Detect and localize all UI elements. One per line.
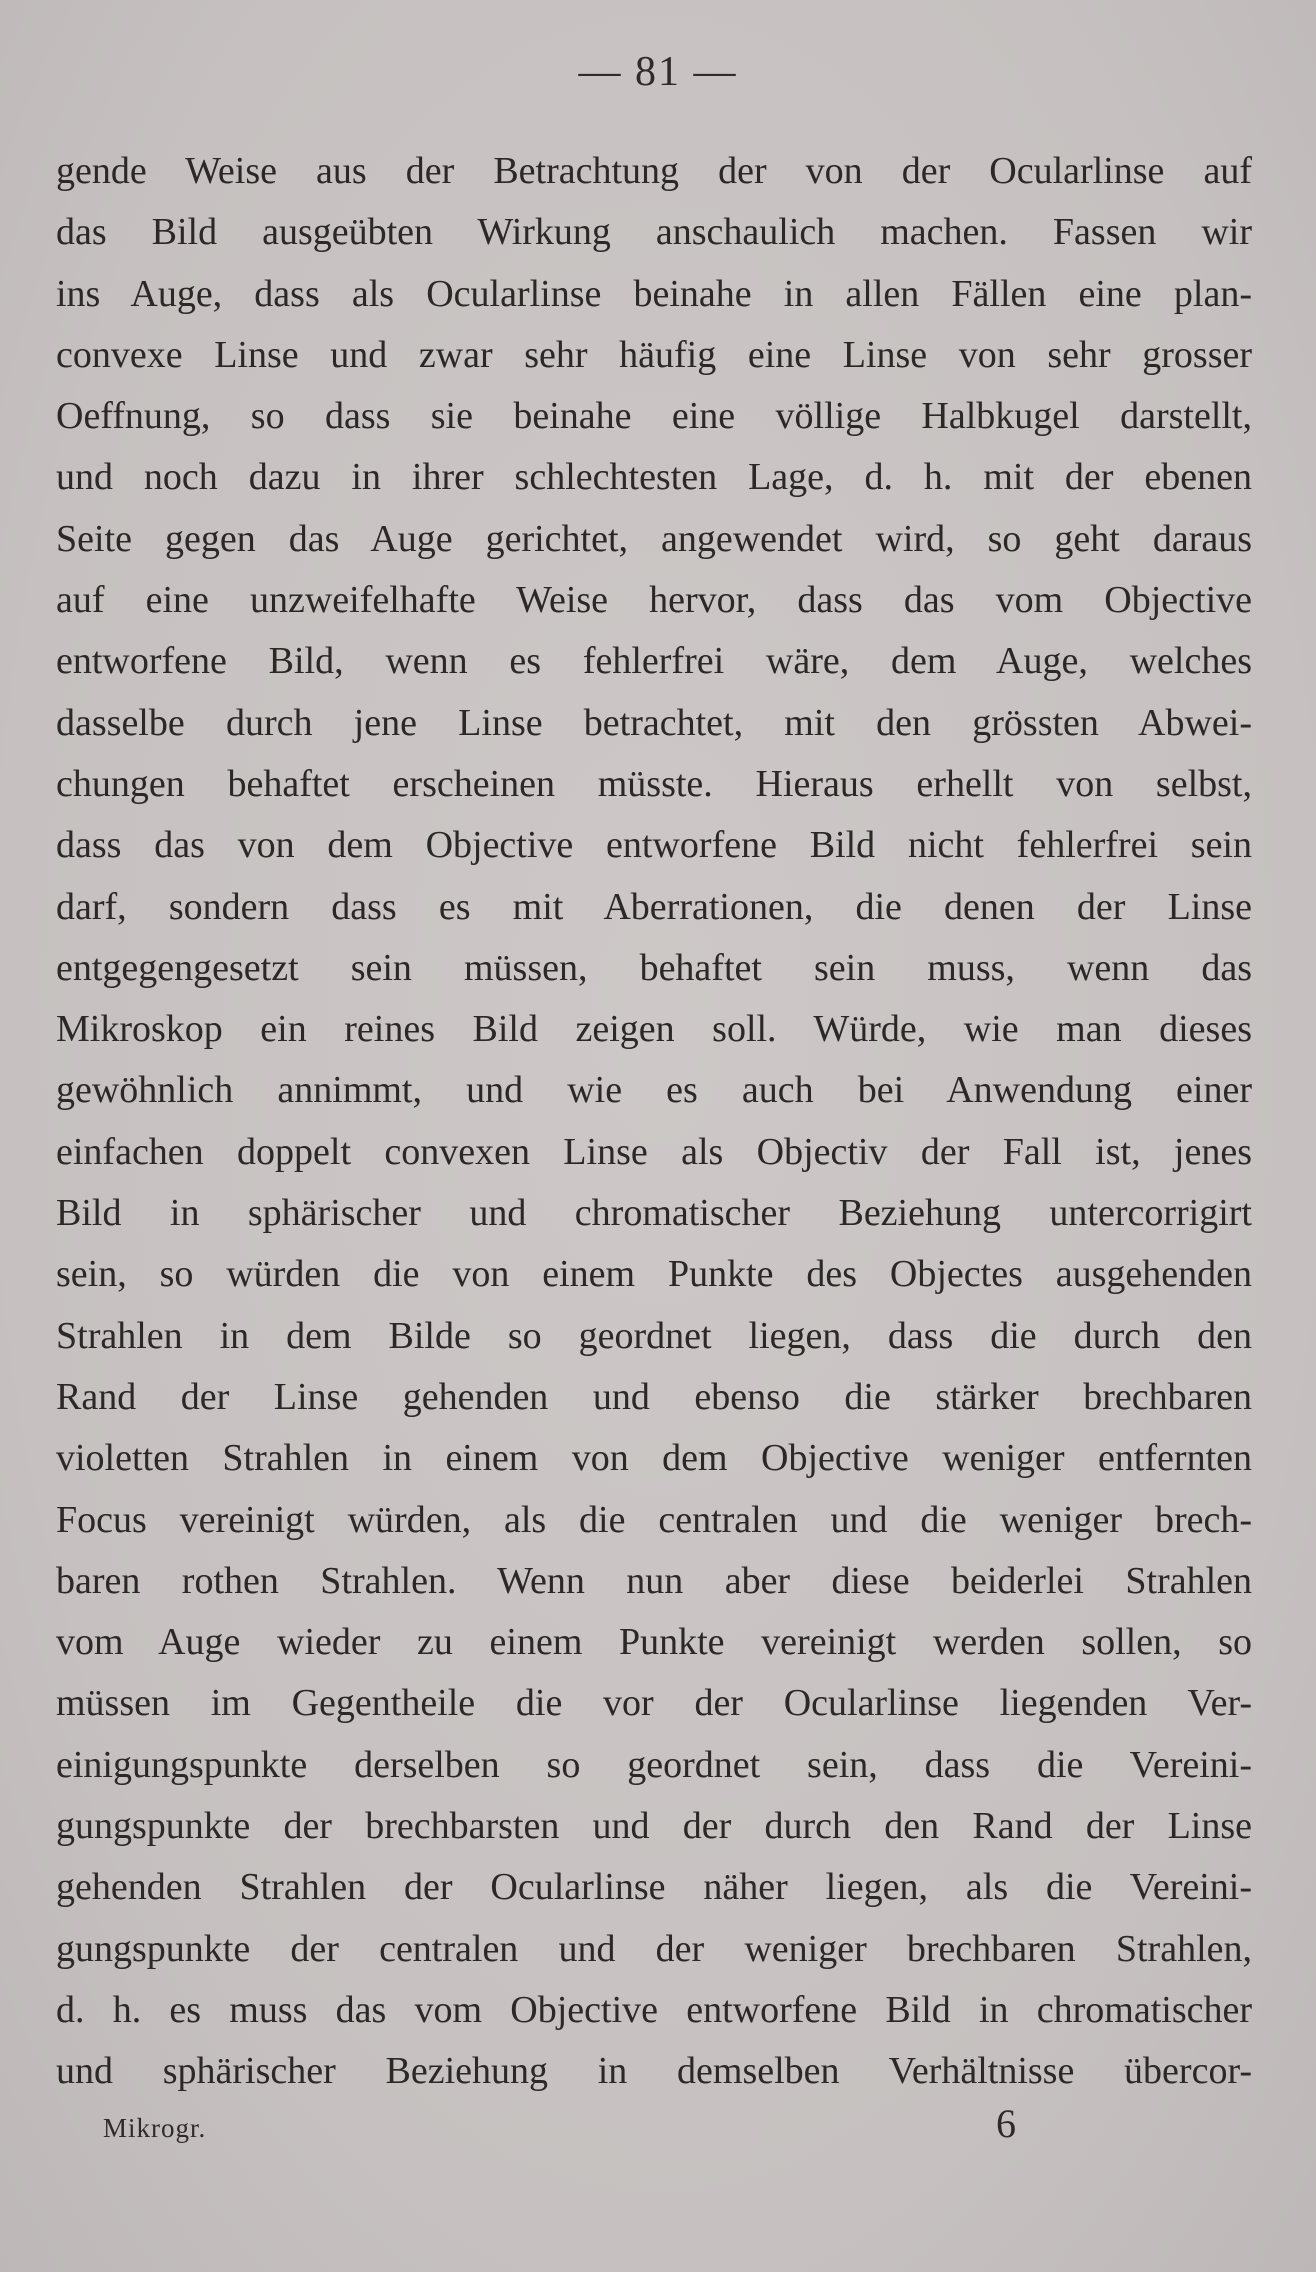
text-line: Focus vereinigt würden, als die centralen und die weniger brech-: [56, 1498, 1252, 1541]
text-line: sein, so würden die von einem Punkte des Objectes ausgehenden: [56, 1253, 1252, 1296]
text-line: baren rothen Strahlen. Wenn nun aber diese beiderlei Strahlen: [56, 1559, 1252, 1602]
text-line: müssen im Gegentheile die vor der Ocularlinse liegenden Ver-: [56, 1682, 1252, 1725]
text-line: ins Auge, dass als Ocularlinse beinahe in allen Fällen eine plan-: [56, 272, 1252, 315]
text-line: gewöhnlich annimmt, und wie es auch bei Anwendung einer: [56, 1069, 1252, 1112]
printer-signature-mark: Mikrogr.: [103, 2113, 207, 2143]
text-line: gehenden Strahlen der Ocularlinse näher liegen, als die Vereini-: [56, 1866, 1252, 1909]
text-line: und sphärischer Beziehung in demselben Verhältnisse übercor-: [56, 2050, 1252, 2093]
text-line: Bild in sphärischer und chromatischer Beziehung untercorrigirt: [56, 1192, 1252, 1235]
text-line: d. h. es muss das vom Objective entworfene Bild in chromatischer: [56, 1988, 1252, 2031]
text-line: das Bild ausgeübten Wirkung anschaulich machen. Fassen wir: [56, 211, 1252, 254]
body-text: [56, 141, 1252, 2103]
text-line: darf, sondern dass es mit Aberrationen, die denen der Linse: [56, 885, 1252, 928]
text-line: Seite gegen das Auge gerichtet, angewendet wird, so geht daraus: [56, 517, 1252, 560]
text-line: dasselbe durch jene Linse betrachtet, mit den grössten Abwei-: [56, 701, 1252, 744]
text-line: auf eine unzweifelhafte Weise hervor, dass das vom Objective: [56, 579, 1252, 622]
text-line: gungspunkte der brechbarsten und der durch den Rand der Linse: [56, 1805, 1252, 1848]
text-line: Oeffnung, so dass sie beinahe eine völlige Halbkugel darstellt,: [56, 395, 1252, 438]
text-line: Rand der Linse gehenden und ebenso die stärker brechbaren: [56, 1375, 1252, 1418]
text-line: chungen behaftet erscheinen müsste. Hieraus erhellt von selbst,: [56, 762, 1252, 805]
text-line: violetten Strahlen in einem von dem Objective weniger entfernten: [56, 1437, 1252, 1480]
page-number-header: — 81 —: [578, 49, 738, 95]
text-line: und noch dazu in ihrer schlechtesten Lage, d. h. mit der ebenen: [56, 456, 1252, 499]
text-line: einigungspunkte derselben so geordnet sein, dass die Vereini-: [56, 1743, 1252, 1786]
text-line: Mikroskop ein reines Bild zeigen soll. Würde, wie man dieses: [56, 1008, 1252, 1051]
text-line: entgegengesetzt sein müssen, behaftet sein muss, wenn das: [56, 946, 1252, 989]
text-line: entworfene Bild, wenn es fehlerfrei wäre, dem Auge, welches: [56, 640, 1252, 683]
text-line: Strahlen in dem Bilde so geordnet liegen, dass die durch den: [56, 1314, 1252, 1357]
text-line: vom Auge wieder zu einem Punkte vereinigt werden sollen, so: [56, 1621, 1252, 1664]
sheet-signature-number: 6: [996, 2101, 1016, 2146]
text-line: convexe Linse und zwar sehr häufig eine Linse von sehr grosser: [56, 333, 1252, 376]
text-line: dass das von dem Objective entworfene Bild nicht fehlerfrei sein: [56, 824, 1252, 867]
text-line: gende Weise aus der Betrachtung der von der Ocularlinse auf: [56, 150, 1252, 192]
text-line: einfachen doppelt convexen Linse als Objectiv der Fall ist, jenes: [56, 1130, 1252, 1173]
text-line: gungspunkte der centralen und der weniger brechbaren Strahlen,: [56, 1927, 1252, 1970]
